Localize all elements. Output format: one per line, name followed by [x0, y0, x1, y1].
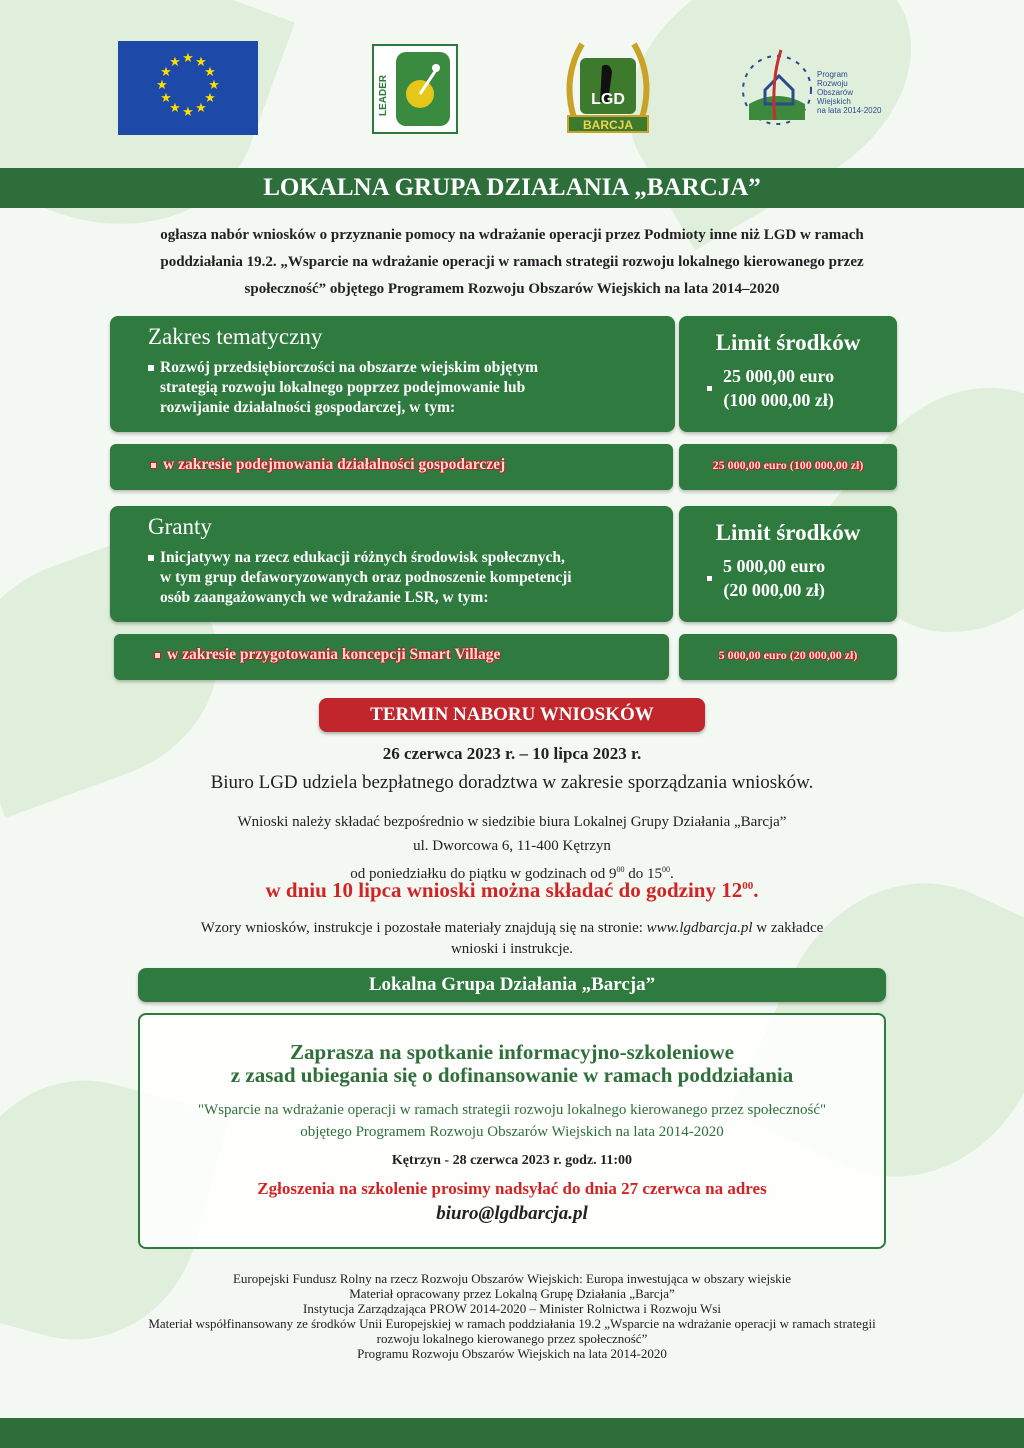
lgd-barcja-logo [562, 38, 654, 134]
svg-text:★: ★ [160, 64, 172, 79]
zakres-sub-box [110, 444, 673, 490]
invitation-date: Kętrzyn - 28 czerwca 2023 r. godz. 11:00 [391, 1153, 633, 1168]
intro-line: społeczność” objętego Programem Rozwoju Obszarów Wiejskich na lata 2014–2020 [244, 281, 780, 297]
svg-text:★: ★ [208, 77, 220, 92]
granty-limit-box [679, 506, 897, 622]
website-link[interactable]: www.lgdbarcja.pl [646, 920, 753, 936]
svg-text:★: ★ [195, 100, 207, 115]
zakres-sub-item: w zakresie podejmowania działalności gospodarczej [150, 456, 505, 474]
invitation-title: Zaprasza na spotkanie informacyjno-szkoleniowe z zasad ubiegania się o dofinansowanie w ramach poddziałania [230, 1040, 794, 1087]
page-title: LOKALNA GRUPA DZIAŁANIA „BARCJA” [263, 174, 761, 201]
svg-text:BARCJA: BARCJA [582, 118, 634, 132]
svg-text:LGD: LGD [591, 91, 625, 108]
prow-logo [735, 38, 905, 134]
granty-sub-amount-box [679, 634, 897, 680]
lgd-bar: Lokalna Grupa Działania „Barcja” [138, 968, 886, 1002]
granty-sub-box [114, 634, 669, 680]
biuro-info: Biuro LGD udziela bezpłatnego doradztwa w zakresie sporządzania wniosków. [210, 772, 814, 793]
prow-logo-text: Program Rozwoju Obszarów Wiejskich na lata 2014-2020 [817, 70, 882, 115]
contact-email[interactable]: biuro@lgdbarcja.pl [436, 1203, 588, 1224]
limit-title: Limit środków [715, 520, 861, 545]
bullet-icon [148, 555, 154, 561]
termin-label: TERMIN NABORU WNIOSKÓW [319, 698, 705, 732]
limit-value: 25 000,00 euro (100 000,00 zł) [723, 366, 835, 410]
granty-sub-amount: 5 000,00 euro (20 000,00 zł) [718, 648, 858, 662]
bullet-icon [148, 365, 154, 371]
eu-flag-logo [118, 41, 258, 135]
bullet-icon [154, 652, 161, 659]
submission-info: Wnioski należy składać bezpośrednio w siedzibie biura Lokalnej Grupy Działania „Barcja” ul. Dworcowa 6, 11-400 Kętrzyn od poniedziałku do piątku w godzinach od $9^{00}$ do $15^{00}$. [237, 814, 787, 882]
leader-logo [372, 44, 458, 134]
footer-bar [0, 1418, 1024, 1448]
svg-text:★: ★ [160, 90, 172, 105]
bullet-icon [707, 386, 712, 391]
zakres-title: Zakres tematyczny [148, 324, 323, 349]
termin-dates: 26 czerwca 2023 r. – 10 lipca 2023 r. [382, 744, 642, 763]
svg-text:★: ★ [182, 50, 194, 65]
svg-text:★: ★ [156, 77, 168, 92]
svg-text:★: ★ [182, 104, 194, 119]
granty-box [110, 506, 673, 622]
limit-value: 5 000,00 euro (20 000,00 zł) [723, 556, 826, 600]
zakres-sub-amount-box [679, 444, 897, 490]
wzory-info: Wzory wniosków, instrukcje i pozostałe materiały znajdują się na stronie: www.lgdbarcja.pl w zakładce wnioski i instrukcje. [200, 920, 824, 957]
zakres-limit-box [679, 316, 897, 432]
footer: Europejski Fundusz Rolny na rzecz Rozwoju Obszarów Wiejskich: Europa inwestująca w obszary wiejskie Materiał opracowany przez Lokalną Grupę Działania „Barcja” Instytucja Zarządzająca PROW 2014-2020 – Minister Rolnictwa i Rozwoju Wsi Materiał współfinansowany ze środków Unii Europejskiej w ramach poddziałania 19.2 „Wsparcie na wdrażanie operacji w ramach strategii rozwoju lokalnego kierowanego przez społeczność” Programu Rozwoju Obszarów Wiejskich na lata 2014-2020 [148, 1271, 876, 1361]
deadline-notice: w dniu 10 lipca wnioski można składać do godziny $12^{00}$. [265, 878, 759, 902]
svg-text:★: ★ [204, 90, 216, 105]
zakres-sub-amount: 25 000,00 euro (100 000,00 zł) [712, 458, 864, 472]
leader-logo-text: LEADER [378, 74, 389, 116]
invitation-cta: Zgłoszenia na szkolenie prosimy nadsyłać do dnia 27 czerwca na adres [257, 1179, 767, 1198]
svg-text:★: ★ [195, 54, 207, 69]
logo-row [0, 38, 1024, 138]
svg-text:★: ★ [169, 54, 181, 69]
zakres-box [110, 316, 675, 432]
intro-line: ogłasza nabór wniosków o przyznanie pomocy na wdrażanie operacji przez Podmioty inne niż LGD w ramach [160, 227, 864, 243]
granty-bullet: Inicjatywy na rzecz edukacji różnych środowisk społecznych, w tym grup defaworyzowanych oraz podnoszenie kompetencji osób zaangażowanych we wdrażanie LSR, w tym: [148, 548, 668, 608]
bullet-icon [707, 576, 712, 581]
granty-sub-item: w zakresie przygotowania koncepcji Smart Village [154, 646, 500, 664]
invitation-subtitle: "Wsparcie na wdrażanie operacji w ramach strategii rozwoju lokalnego kierowanego przez społeczność" objętego Programem Rozwoju Obszarów Wiejskich na lata 2014-2020 [197, 1102, 827, 1140]
zakres-bullet: Rozwój przedsiębiorczości na obszarze wiejskim objętym strategią rozwoju lokalnego poprzez podejmowanie lub rozwijanie działalności gospodarczej, w tym: [148, 358, 668, 418]
limit-title: Limit środków [715, 330, 861, 355]
bullet-icon [150, 462, 157, 469]
granty-title: Granty [148, 514, 212, 539]
intro-line: poddziałania 19.2. „Wsparcie na wdrażanie operacji w ramach strategii rozwoju lokalnego kierowanego przez [160, 254, 864, 270]
svg-text:★: ★ [204, 64, 216, 79]
invitation-box [138, 1013, 886, 1249]
svg-text:★: ★ [169, 100, 181, 115]
intro-text [100, 222, 924, 303]
